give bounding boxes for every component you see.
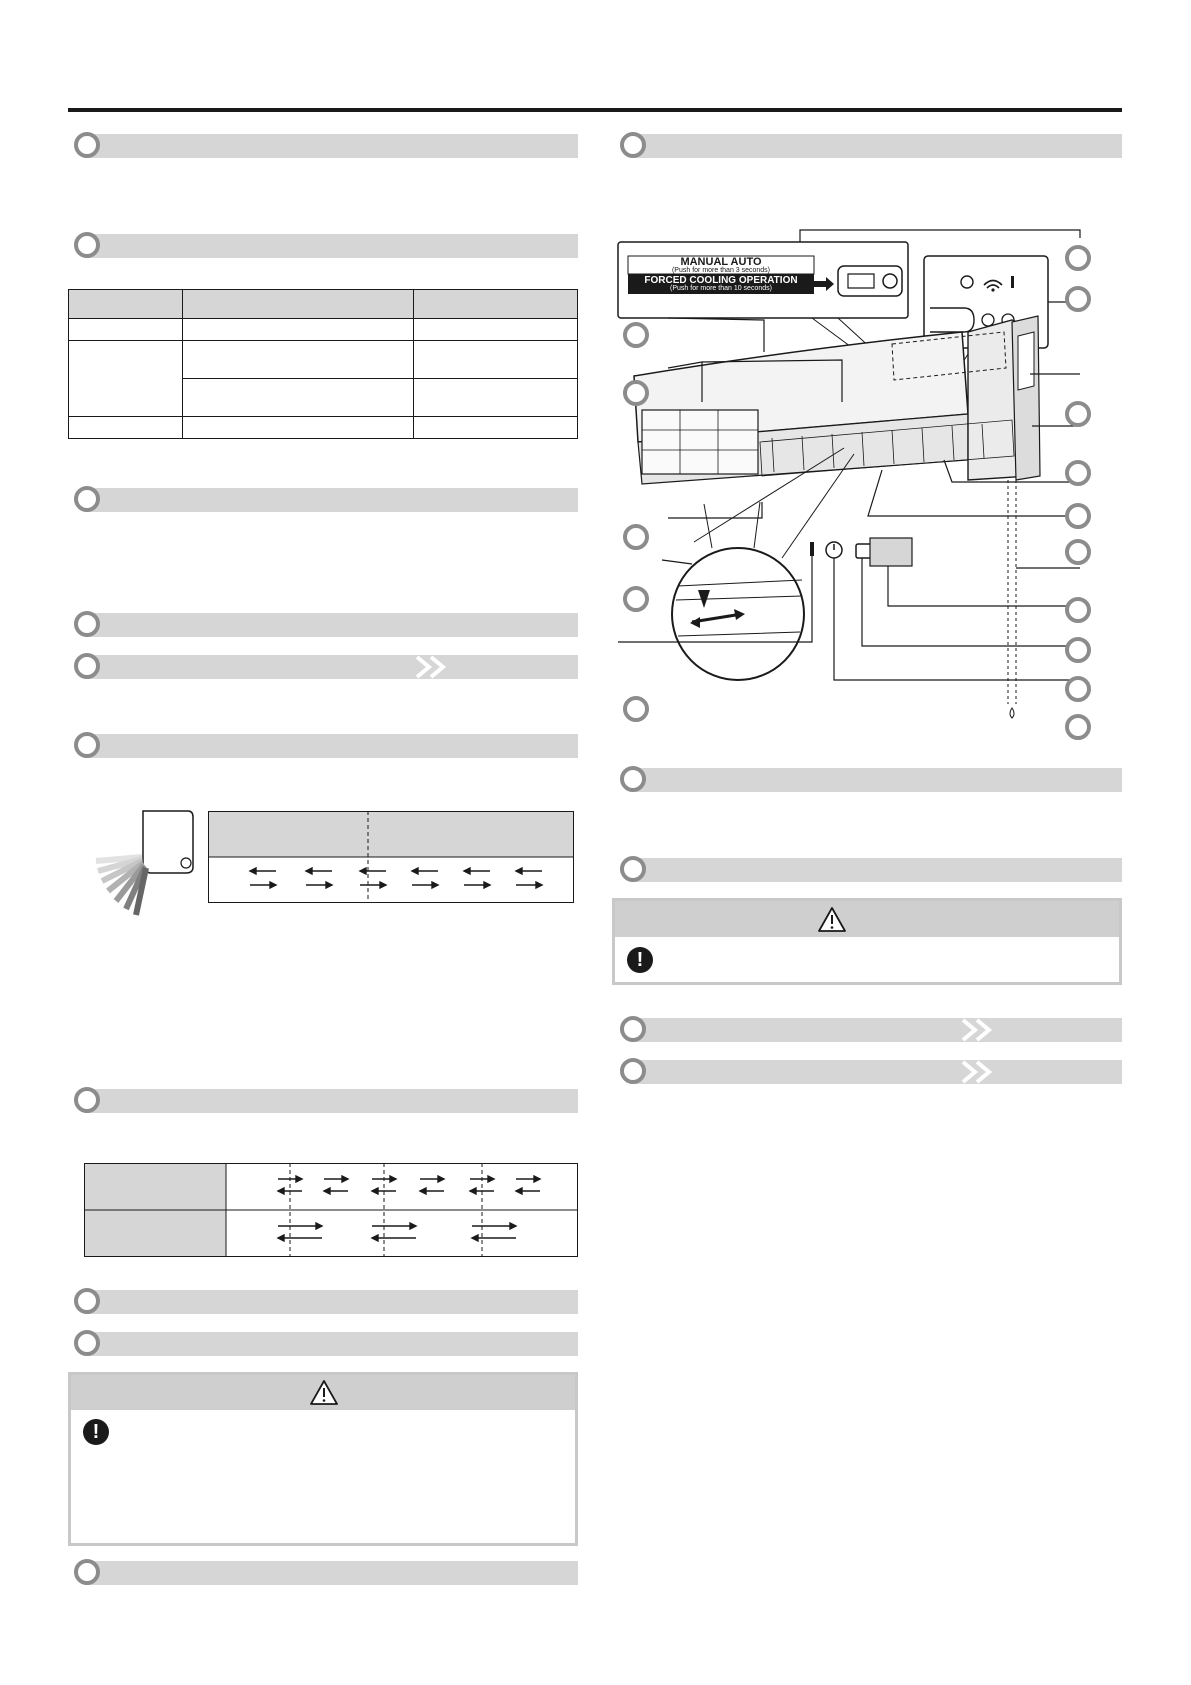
section-bar-8 <box>88 1290 578 1314</box>
spec-cell <box>183 379 414 417</box>
callout-badge-10 <box>623 586 649 612</box>
section-bar-10 <box>88 1561 578 1585</box>
callout-badge-12 <box>1065 637 1091 663</box>
section-badge-2 <box>74 232 100 258</box>
indoor-unit-diagram <box>612 224 1124 764</box>
section-badge-9 <box>74 1330 100 1356</box>
callout-badge-8 <box>623 524 649 550</box>
spec-cell <box>414 319 578 341</box>
section-badge-1 <box>74 132 100 158</box>
section-badge-r5 <box>620 1058 646 1084</box>
section-bar-6 <box>88 734 578 758</box>
chevron-right-icon <box>959 1018 1003 1042</box>
section-bar-r2 <box>634 768 1122 792</box>
section-bar-r4 <box>634 1018 1122 1042</box>
spec-cell <box>414 379 578 417</box>
spec-table-header-3 <box>414 290 578 319</box>
section-badge-r1 <box>620 132 646 158</box>
callout-badge-15 <box>1065 714 1091 740</box>
section-bar-r5 <box>634 1060 1122 1084</box>
section-bar-r3 <box>634 858 1122 882</box>
section-badge-r4 <box>620 1016 646 1042</box>
caution-header <box>615 901 1119 937</box>
warning-triangle-icon <box>309 1379 339 1406</box>
section-badge-5 <box>74 653 100 679</box>
spec-cell <box>414 417 578 439</box>
spec-cell <box>183 417 414 439</box>
airflow-vertical-illustration <box>88 805 198 925</box>
section-badge-8 <box>74 1288 100 1314</box>
chevron-right-icon <box>413 655 457 679</box>
section-badge-r2 <box>620 766 646 792</box>
callout-badge-6 <box>1065 460 1091 486</box>
section-badge-7 <box>74 1087 100 1113</box>
section-bar-7 <box>88 1089 578 1113</box>
section-bar-9 <box>88 1332 578 1356</box>
spec-cell <box>69 319 183 341</box>
section-badge-4 <box>74 611 100 637</box>
spec-table <box>68 289 578 439</box>
section-badge-r3 <box>620 856 646 882</box>
callout-badge-14 <box>1065 676 1091 702</box>
forced-cooling-label: FORCED COOLING OPERATION <box>644 275 798 286</box>
callout-badge-7 <box>1065 503 1091 529</box>
section-badge-6 <box>74 732 100 758</box>
callout-badge-2 <box>1065 286 1091 312</box>
section-bar-3 <box>88 488 578 512</box>
top-rule <box>68 108 1122 112</box>
section-badge-10 <box>74 1559 100 1585</box>
mandatory-exclamation-icon: ! <box>83 1419 109 1445</box>
spec-table-header-1 <box>69 290 183 319</box>
callout-badge-5 <box>1065 401 1091 427</box>
callout-badge-11 <box>1065 597 1091 623</box>
manual-auto-note: (Push for more than 3 seconds) <box>671 267 771 274</box>
spec-table-header-2 <box>183 290 414 319</box>
spec-cell <box>69 341 183 417</box>
callout-badge-3 <box>623 322 649 348</box>
section-bar-1 <box>88 134 578 158</box>
callout-badge-13 <box>623 696 649 722</box>
mandatory-exclamation-icon: ! <box>627 947 653 973</box>
callout-badge-1 <box>1065 245 1091 271</box>
section-badge-3 <box>74 486 100 512</box>
section-bar-5 <box>88 655 578 679</box>
callout-badge-4 <box>623 380 649 406</box>
horizontal-swing-table <box>84 1163 578 1258</box>
spec-cell <box>183 341 414 379</box>
chevron-right-icon <box>959 1060 1003 1084</box>
section-bar-r1 <box>634 134 1122 158</box>
spec-cell <box>183 319 414 341</box>
section-bar-4 <box>88 613 578 637</box>
section-bar-2 <box>88 234 578 258</box>
forced-cooling-note: (Push for more than 10 seconds) <box>670 285 772 292</box>
warning-triangle-icon <box>817 906 847 933</box>
caution-box-right <box>612 898 1122 985</box>
manual-auto-label: MANUAL AUTO <box>680 256 762 268</box>
vertical-swing-table <box>208 811 574 903</box>
caution-header <box>71 1375 575 1410</box>
spec-cell <box>69 417 183 439</box>
caution-box-left <box>68 1372 578 1546</box>
spec-cell <box>414 341 578 379</box>
callout-badge-9 <box>1065 539 1091 565</box>
